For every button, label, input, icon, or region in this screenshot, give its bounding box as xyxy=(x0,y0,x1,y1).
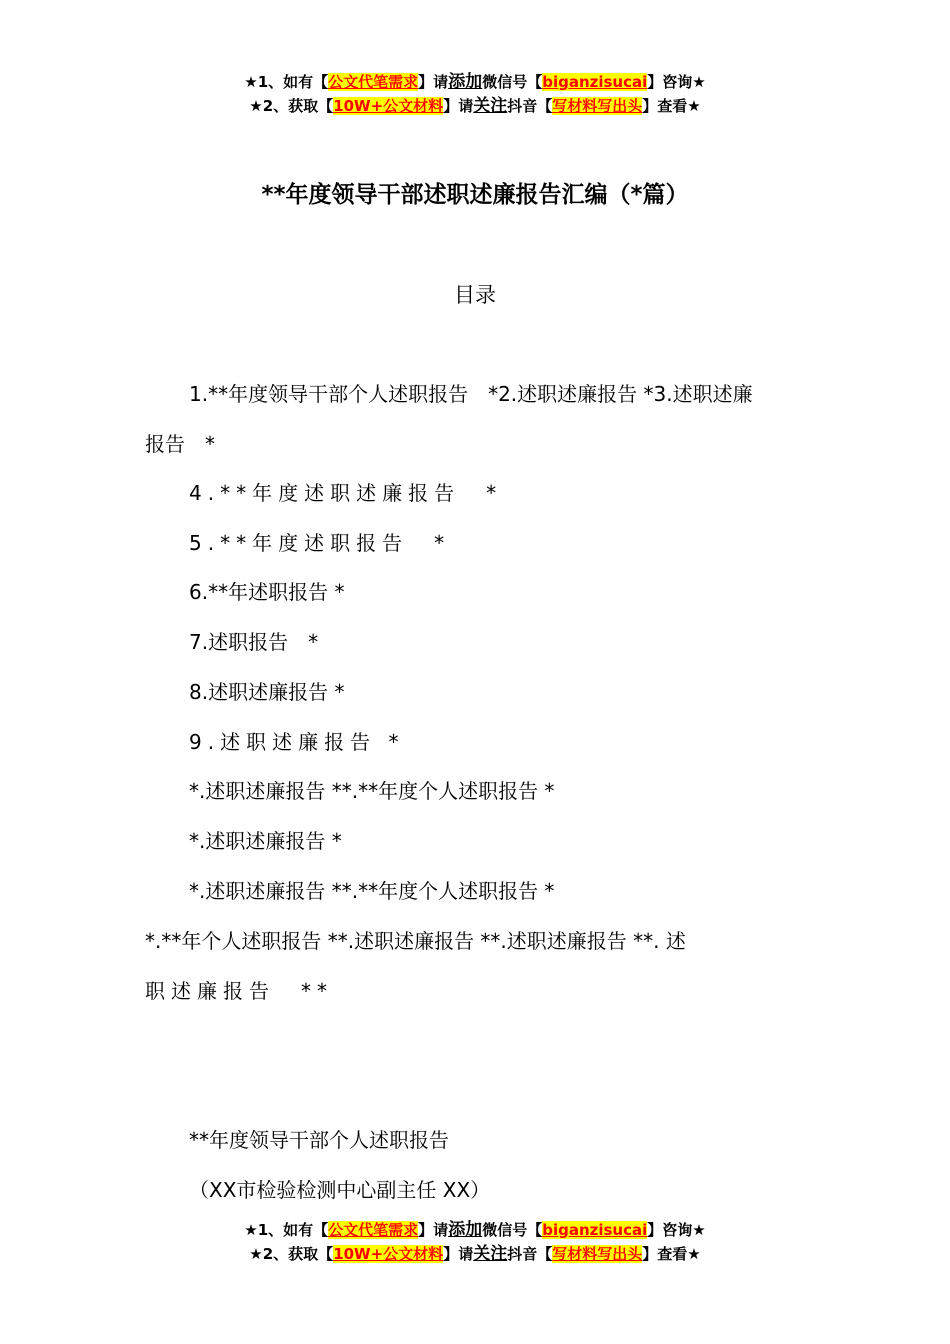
toc-line: 6.**年述职报告 * xyxy=(189,580,345,604)
notice-text: 】请 xyxy=(443,1245,474,1263)
footer-notice-line-1 xyxy=(0,1218,950,1242)
notice-text: 】咨询★ xyxy=(647,1221,706,1239)
toc-heading: 目录 xyxy=(454,283,496,307)
materials-highlight: 10W+公文材料 xyxy=(333,97,444,115)
notice-text: 抖音【 xyxy=(507,1245,553,1263)
douyin-account-highlight: 写材料写出头 xyxy=(552,97,643,115)
service-highlight: 公文代笔需求 xyxy=(328,1221,419,1239)
notice-emphasis: 关注 xyxy=(473,1244,508,1264)
toc-line: 1.**年度领导干部个人述职报告 *2.述职述廉报告 *3.述职述廉 xyxy=(189,382,753,406)
toc-line: 职述廉报告 ** xyxy=(145,979,333,1003)
toc-line: 4.**年度述职述廉报告 * xyxy=(189,481,503,505)
notice-text: 】请 xyxy=(418,73,449,91)
toc-line: *.述职述廉报告 **.**年度个人述职报告 * xyxy=(189,879,555,903)
douyin-account-highlight: 写材料写出头 xyxy=(552,1245,643,1263)
notice-text: 抖音【 xyxy=(507,97,553,115)
toc-line: 报告 * xyxy=(145,432,215,456)
notice-text: 】咨询★ xyxy=(647,73,706,91)
notice-text: 】请 xyxy=(443,97,474,115)
wechat-id-highlight: biganzisucai xyxy=(542,73,648,91)
toc-line: 5.**年度述职报告 * xyxy=(189,531,451,555)
notice-text: ★1、如有【 xyxy=(244,1221,329,1239)
header-notice xyxy=(0,70,950,118)
toc-line: *.**年个人述职报告 **.述职述廉报告 **.述职述廉报告 **. 述 xyxy=(145,929,686,953)
materials-highlight: 10W+公文材料 xyxy=(333,1245,444,1263)
toc-line: 9.述职述廉报告 * xyxy=(189,730,405,754)
toc-line: *.述职述廉报告 **.**年度个人述职报告 * xyxy=(189,779,555,803)
notice-emphasis: 关注 xyxy=(473,96,508,116)
header-notice-line-2 xyxy=(0,94,950,118)
notice-text: 微信号【 xyxy=(482,73,543,91)
footer-notice xyxy=(0,1218,950,1266)
notice-text: 】查看★ xyxy=(642,97,701,115)
footer-notice-line-2 xyxy=(0,1242,950,1266)
toc-line: *.述职述廉报告 * xyxy=(189,829,342,853)
section-author: （XX市检验检测中心副主任 XX） xyxy=(189,1178,491,1202)
notice-text: ★2、获取【 xyxy=(249,97,334,115)
notice-text: 】查看★ xyxy=(642,1245,701,1263)
notice-text: 】请 xyxy=(418,1221,449,1239)
header-notice-line-1 xyxy=(0,70,950,94)
notice-emphasis: 添加 xyxy=(448,1220,483,1240)
toc-line: 8.述职述廉报告 * xyxy=(189,680,345,704)
notice-text: 微信号【 xyxy=(482,1221,543,1239)
section-title: **年度领导干部个人述职报告 xyxy=(189,1128,449,1152)
notice-emphasis: 添加 xyxy=(448,72,483,92)
notice-text: ★1、如有【 xyxy=(244,73,329,91)
service-highlight: 公文代笔需求 xyxy=(328,73,419,91)
wechat-id-highlight: biganzisucai xyxy=(542,1221,648,1239)
document-title: **年度领导干部述职述廉报告汇编（*篇） xyxy=(261,182,689,208)
toc-line: 7.述职报告 * xyxy=(189,630,319,654)
notice-text: ★2、获取【 xyxy=(249,1245,334,1263)
